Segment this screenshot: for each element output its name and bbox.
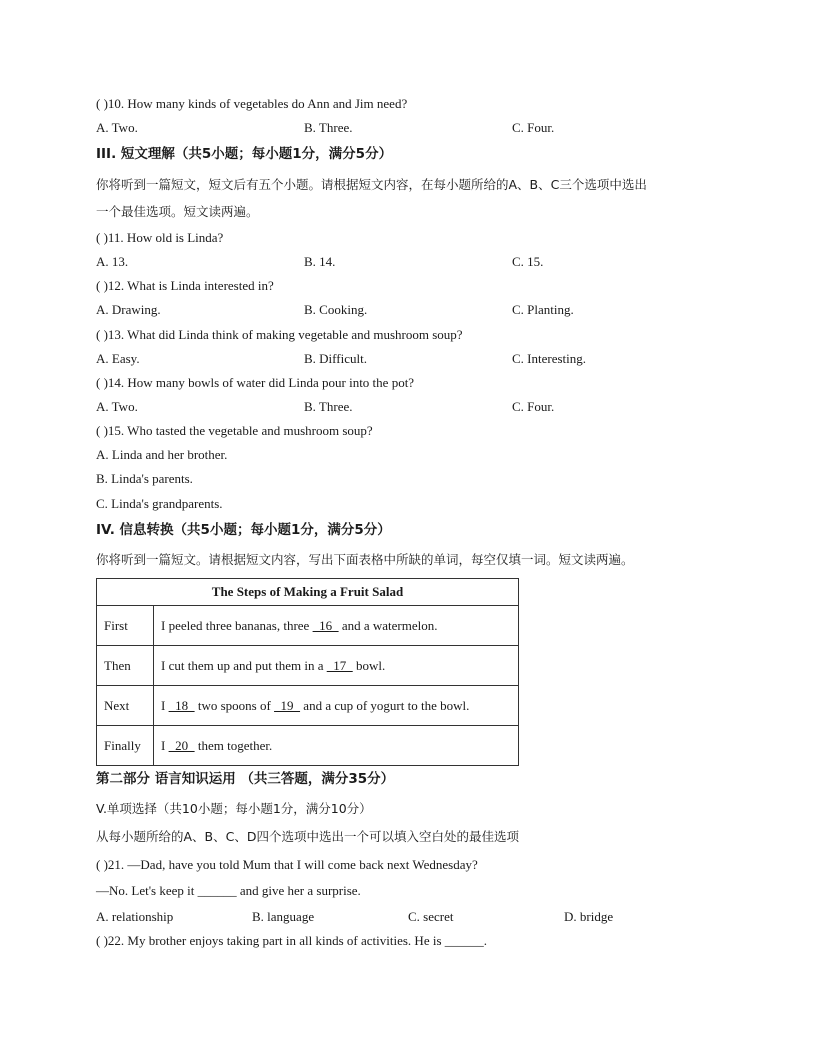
step-label: First — [97, 606, 154, 646]
option-a: A. Two. — [96, 120, 138, 135]
q22-question: ( )22. My brother enjoys taking part in all kinds of activities. He is ______. — [96, 933, 488, 948]
section5-instruction: 从每小题所给的A、B、C、D四个选项中选出一个可以填入空白处的最佳选项 — [96, 829, 519, 844]
step-text: I 18 two spoons of 19 and a cup of yogurt to the bowl. — [154, 686, 519, 726]
option-a: A. Easy. — [96, 351, 140, 366]
option-a: A. 13. — [96, 254, 129, 269]
option-c: C. secret — [408, 909, 454, 924]
q15-option-b: B. Linda's parents. — [96, 471, 193, 486]
blank-19: 19 — [274, 697, 301, 713]
option-d: D. bridge — [564, 909, 614, 924]
section4-title: IV. 信息转换（共5小题；每小题1分，满分5分） — [96, 522, 391, 538]
option-c: C. Interesting. — [512, 351, 587, 366]
q12-question: ( )12. What is Linda interested in? — [96, 278, 274, 293]
table-header-row — [97, 579, 519, 606]
step-label: Next — [97, 686, 154, 726]
blank-20: 20 — [168, 737, 195, 753]
option-b: B. Three. — [304, 399, 353, 414]
option-b: B. Three. — [304, 120, 353, 135]
option-b: B. 14. — [304, 254, 336, 269]
blank-16: 16 — [312, 617, 339, 633]
steps-table — [96, 578, 519, 766]
q14-question: ( )14. How many bowls of water did Linda pour into the pot? — [96, 375, 415, 390]
section3-title: III. 短文理解（共5小题；每小题1分，满分5分） — [96, 146, 393, 162]
q15-option-c: C. Linda's grandparents. — [96, 496, 223, 511]
section3-instruction-2: 一个最佳选项。短文读两遍。 — [96, 204, 259, 219]
section5-title: V.单项选择（共10小题；每小题1分，满分10分） — [96, 801, 372, 816]
q21-question: ( )21. —Dad, have you told Mum that I will come back next Wednesday? — [96, 857, 478, 872]
table-row — [97, 606, 519, 646]
option-c: C. Four. — [512, 399, 555, 414]
q21-reply: —No. Let's keep it ______ and give her a surprise. — [96, 883, 361, 898]
option-a: A. Two. — [96, 399, 138, 414]
table-row — [97, 646, 519, 686]
table-row — [97, 686, 519, 726]
q15-option-a: A. Linda and her brother. — [96, 447, 228, 462]
q10-question: ( )10. How many kinds of vegetables do Ann and Jim need? — [96, 96, 408, 111]
step-label: Finally — [97, 726, 154, 766]
part2-title: 第二部分 语言知识运用 （共三答题，满分35分） — [96, 771, 395, 787]
option-c: C. Four. — [512, 120, 555, 135]
step-text: I cut them up and put them in a 17 bowl. — [154, 646, 519, 686]
section3-instruction-1: 你将听到一篇短文，短文后有五个小题。请根据短文内容，在每小题所给的A、B、C三个选项中选出 — [96, 177, 647, 192]
option-c: C. 15. — [512, 254, 544, 269]
step-text: I 20 them together. — [154, 726, 519, 766]
step-label: Then — [97, 646, 154, 686]
q15-question: ( )15. Who tasted the vegetable and mushroom soup? — [96, 423, 373, 438]
blank-17: 17 — [326, 657, 353, 673]
table-row — [97, 726, 519, 766]
step-text: I peeled three bananas, three 16 and a watermelon. — [154, 606, 519, 646]
q13-question: ( )13. What did Linda think of making vegetable and mushroom soup? — [96, 327, 463, 342]
option-b: B. language — [252, 909, 315, 924]
section4-instruction: 你将听到一篇短文。请根据短文内容，写出下面表格中所缺的单词，每空仅填一词。短文读两遍。 — [96, 552, 634, 567]
q11-question: ( )11. How old is Linda? — [96, 230, 224, 245]
option-c: C. Planting. — [512, 302, 574, 317]
option-a: A. relationship — [96, 909, 174, 924]
option-b: B. Difficult. — [304, 351, 367, 366]
table-title: The Steps of Making a Fruit Salad — [97, 579, 519, 606]
option-a: A. Drawing. — [96, 302, 161, 317]
option-b: B. Cooking. — [304, 302, 368, 317]
blank-18: 18 — [168, 697, 195, 713]
